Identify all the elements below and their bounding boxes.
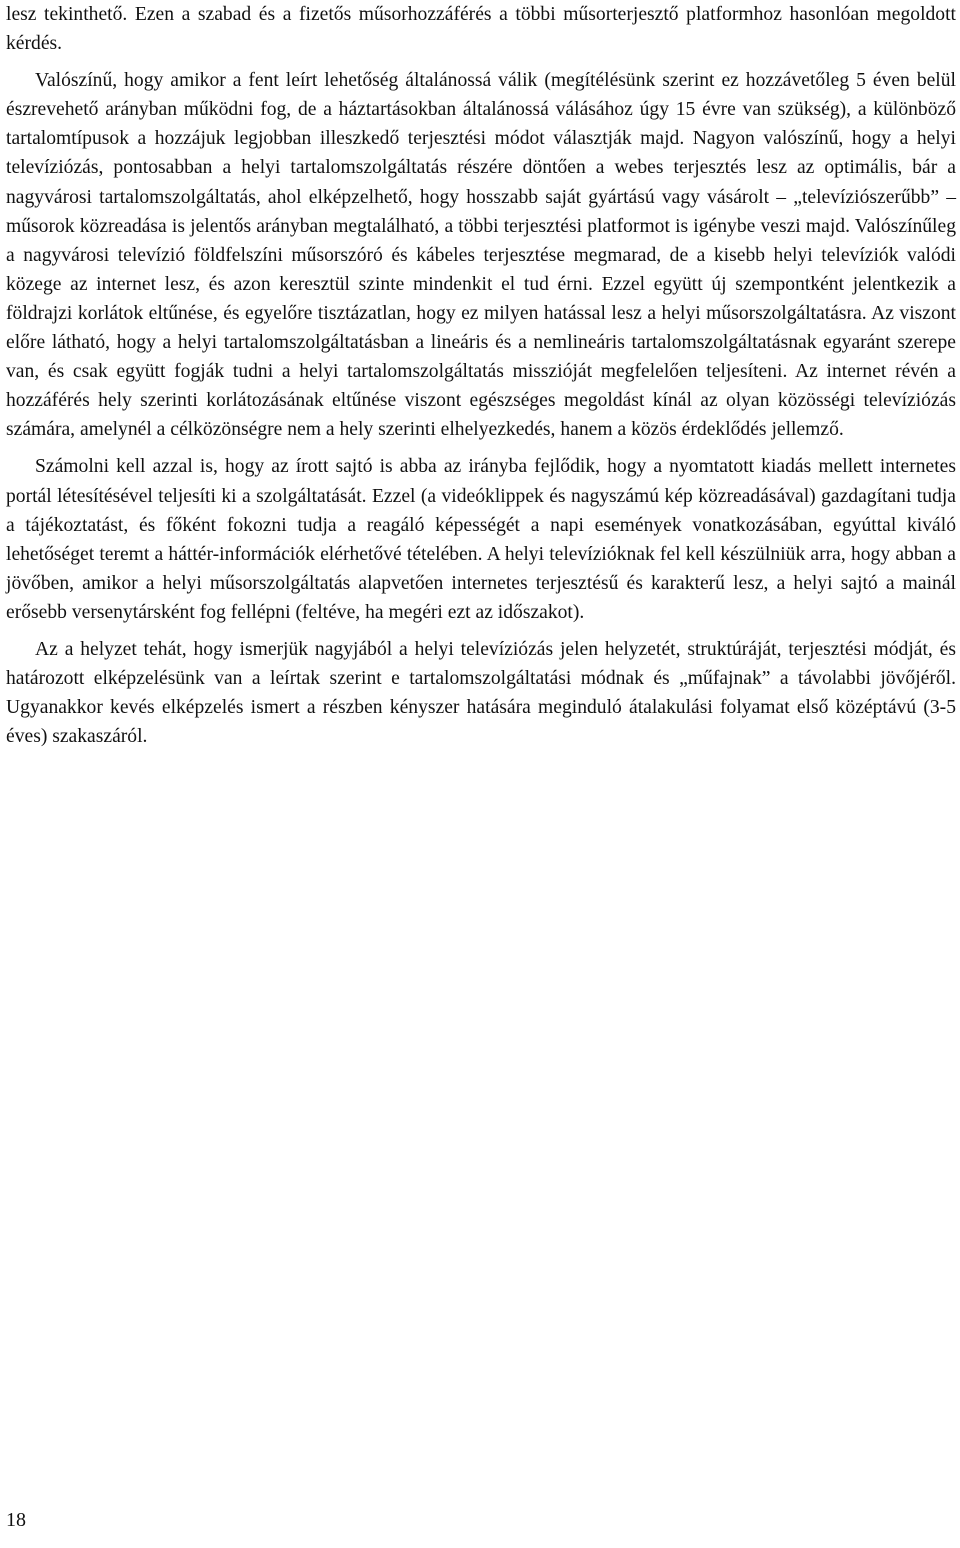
paragraph-summary: Az a helyzet tehát, hogy ismerjük nagyjából a helyi televíziózás jelen helyzetét, struktúráját, terjesztési módját, és határozott elképzelésünk van a leírtak szerint e tartalomszolgáltatási módnak és „műfajnak” a távolabbi jövőjéről. Ugyanakkor kevés elképzelés ismert a részben kényszer hatására meginduló átalakulási folyamat első középtávú (3-5 éves) szakaszáról.: [6, 638, 956, 748]
paragraph-print-press: Számolni kell azzal is, hogy az írott sajtó is abba az irányba fejlődik, hogy a nyomtatott kiadás mellett internetes portál létesítésével teljesíti ki a szolgáltatását. Ezzel (a videóklippek és nagyszámú kép közreadásával) gazdagítani tudja a tájékoztatást, és főként fokozni tudja a reagáló képességét a napi események vonatkozásában, egyúttal kiváló lehetőséget teremt a háttér-információk elérhetővé tételében. A helyi televízióknak fel kell készülniük arra, hogy abban a jövőben, amikor a helyi műsorszolgáltatás alapvetően internetes terjesztésű és karakterű lesz, a helyi sajtó a mainál erősebb versenytársként fog fellépni (feltéve, ha megéri ezt az időszakot).: [6, 456, 956, 623]
document-page: [6, 0, 956, 751]
paragraph-online-distribution: Valószínű, hogy amikor a fent leírt lehetőség általánossá válik (megítélésünk szerint ez hozzávetőleg 5 éven belül észrevehető arányban működni fog, de a háztartásokban általánossá válásához úgy 15 évre van szükség), a különböző tartalomtípusok a hozzájuk legjobban illeszkedő terjesztési módot választják majd. Nagyon valószínű, hogy a helyi televíziózás, pontosabban a helyi tartalomszolgáltatás részére döntően a webes terjesztés lesz az optimális, bár a nagyvárosi tartalomszolgáltatás, ahol elképzelhető, hogy hosszabb saját gyártású vagy vásárolt – „televíziószerűbb” – műsorok közreadása is jelentős arányban megtalálható, a többi terjesztési platformot is igénybe veszi majd. Valószínűleg a nagyvárosi televízió földfelszíni műsorszóró és kábeles terjesztése megmarad, de a kisebb helyi televíziók valódi közege az internet lesz, és azon keresztül szinte mindenkit el tud érni. Ezzel együtt új szempontként jelentkezik a földrajzi korlátok eltűnése, és egyelőre tisztázatlan, hogy ez milyen hatással lesz a helyi műsorszolgáltatásra. Az viszont előre látható, hogy a helyi tartalomszolgáltatásban a lineáris és a nemlineáris tartalomszolgáltatásnak egyaránt szerepe van, és csak együtt fogják tudni a helyi tartalomszolgáltatás misszióját megfelelően teljesíteni. Az internet révén a hozzáférés hely szerinti korlátozásának eltűnése viszont egészséges megoldást kínál az olyan közösségi televíziózás számára, amelynél a célközönségre nem a hely szerinti elhelyezkedés, hanem a közös érdeklődés jellemző.: [6, 70, 956, 441]
page-number: 18: [6, 1509, 26, 1531]
paragraph-continuation: lesz tekinthető. Ezen a szabad és a fizetős műsorhozzáférés a többi műsorterjesztő platformhoz hasonlóan megoldott kérdés.: [6, 4, 956, 55]
